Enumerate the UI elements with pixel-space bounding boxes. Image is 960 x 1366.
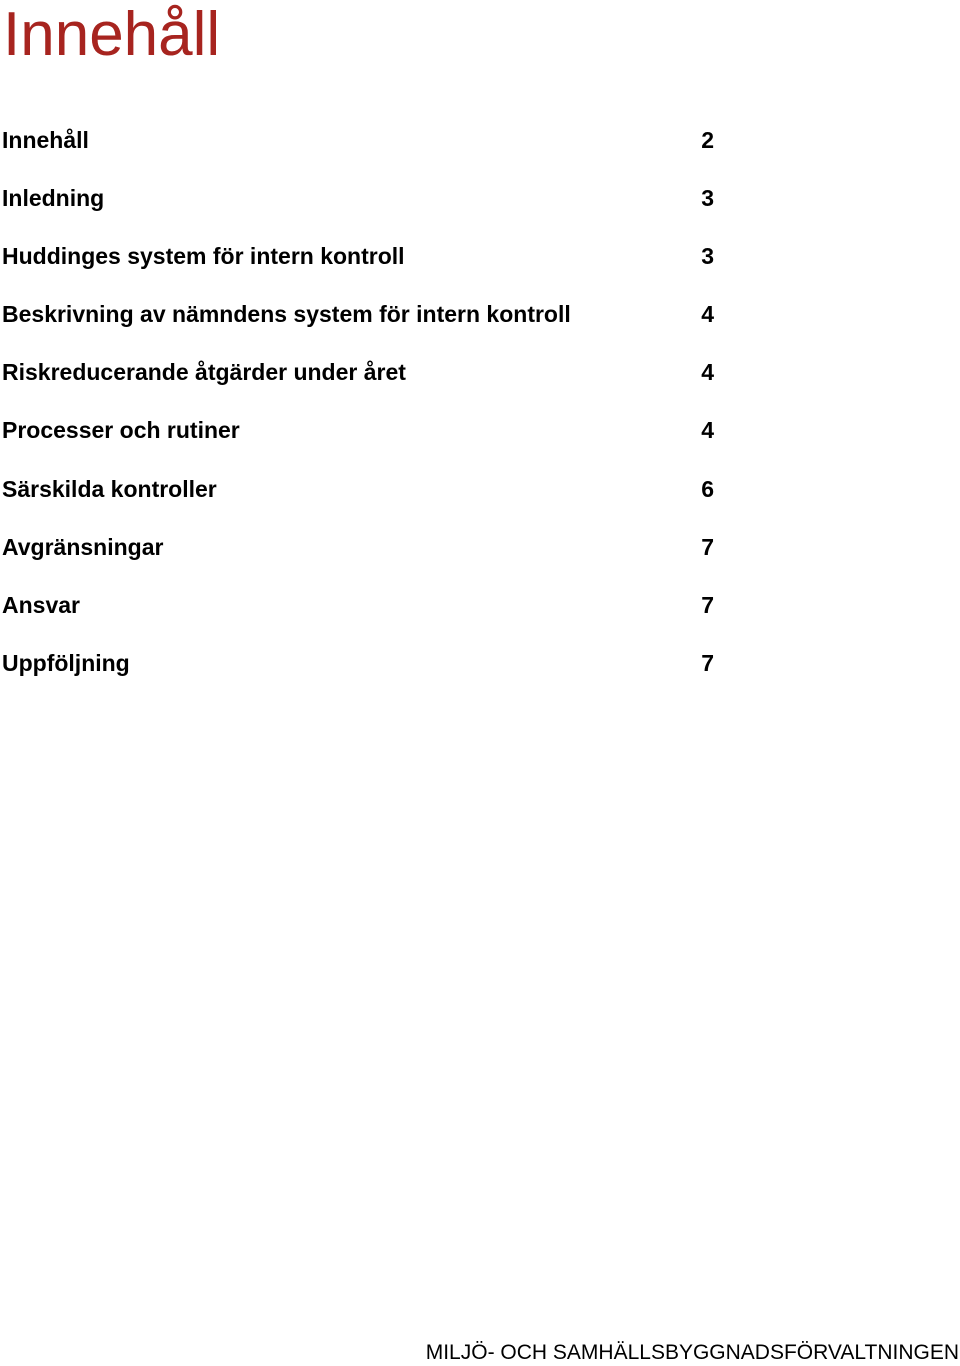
toc-entry-page: 7 <box>701 533 714 560</box>
toc-entry[interactable] <box>2 408 714 466</box>
toc-entry-title: Processer och rutiner <box>2 417 240 444</box>
toc-entry[interactable] <box>2 641 714 699</box>
table-of-contents <box>2 118 714 699</box>
toc-entry[interactable] <box>2 467 714 525</box>
toc-entry-title: Ansvar <box>2 591 80 618</box>
toc-entry-title: Beskrivning av nämndens system för intern kontroll <box>2 301 571 328</box>
toc-entry[interactable] <box>2 176 714 234</box>
page-title: Innehåll <box>3 0 221 69</box>
toc-entry-page: 2 <box>701 127 714 153</box>
toc-entry-page: 7 <box>701 649 714 676</box>
toc-entry[interactable] <box>2 292 714 350</box>
toc-entry-title: Huddinges system för intern kontroll <box>2 243 405 270</box>
toc-entry[interactable] <box>2 350 714 408</box>
toc-entry-title: Uppföljning <box>2 649 130 676</box>
toc-entry[interactable] <box>2 118 714 176</box>
toc-entry-page: 3 <box>701 185 714 212</box>
toc-entry-title: Innehåll <box>2 127 89 153</box>
toc-entry-title: Särskilda kontroller <box>2 475 217 502</box>
toc-entry-page: 4 <box>701 417 714 444</box>
toc-entry[interactable] <box>2 234 714 292</box>
toc-entry-title: Inledning <box>2 185 105 212</box>
toc-entry-page: 4 <box>701 359 714 386</box>
toc-entry-title: Avgränsningar <box>2 533 164 560</box>
toc-entry[interactable] <box>2 583 714 641</box>
toc-entry[interactable] <box>2 525 714 583</box>
toc-entry-page: 4 <box>701 301 714 328</box>
toc-entry-page: 3 <box>701 243 714 270</box>
toc-entry-page: 7 <box>701 591 714 618</box>
toc-entry-page: 6 <box>701 475 714 502</box>
toc-entry-title: Riskreducerande åtgärder under året <box>2 359 406 386</box>
page-footer: MILJÖ- OCH SAMHÄLLSBYGGNADSFÖRVALTNINGEN <box>425 1341 959 1364</box>
